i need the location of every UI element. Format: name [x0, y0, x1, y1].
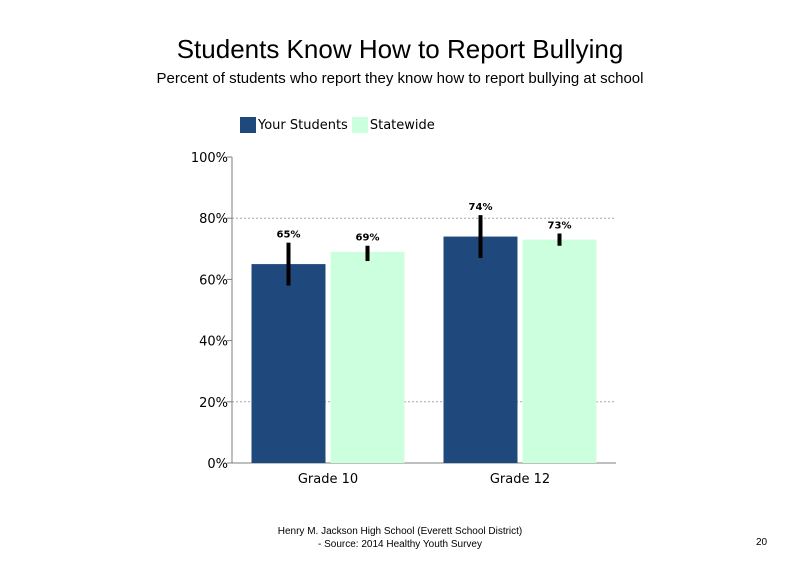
data-label: 65%	[276, 229, 301, 241]
bar-statewide-grade-10	[331, 252, 405, 463]
data-label: 69%	[355, 232, 380, 244]
y-tick-label: 20%	[199, 395, 228, 411]
x-tick-label: Grade 10	[297, 472, 359, 487]
footer-survey: - Source: 2014 Healthy Youth Survey	[318, 539, 482, 550]
y-tick-label: 80%	[199, 212, 228, 228]
x-tick-label: Grade 12	[489, 472, 551, 487]
footer-school: Henry M. Jackson High School (Everett School District)	[277, 526, 523, 537]
data-label: 74%	[468, 202, 493, 214]
slide-subtitle: Percent of students who report they know how to report bullying at school	[156, 70, 644, 87]
slide-title: Students Know How to Report Bullying	[176, 34, 624, 64]
bar-your-students-grade-12	[444, 237, 518, 463]
y-tick-label: 100%	[190, 151, 228, 166]
page-number: 20	[756, 537, 768, 548]
y-tick-label: 40%	[199, 334, 228, 350]
data-label: 73%	[547, 220, 572, 232]
bar-statewide-grade-12	[523, 240, 597, 463]
bar-your-students-grade-10	[252, 264, 326, 463]
legend-label-statewide: Statewide	[369, 117, 435, 133]
legend-label-your-students: Your Students	[258, 117, 348, 133]
y-tick-label: 0%	[207, 457, 228, 472]
y-tick-label: 60%	[199, 273, 228, 289]
footer-source	[200, 525, 600, 551]
